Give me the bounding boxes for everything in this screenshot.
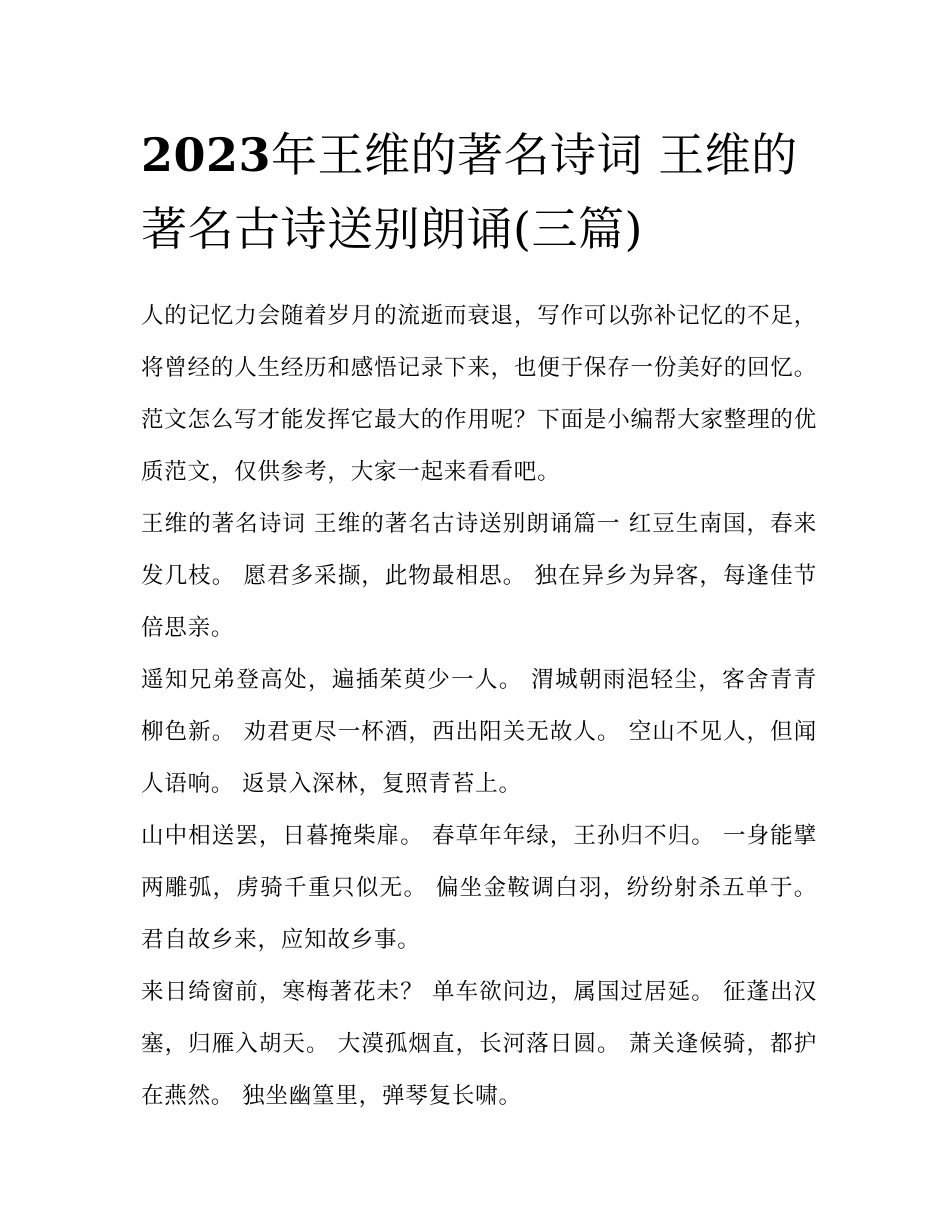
title-year: 2023 [141, 128, 272, 182]
paragraph-poems-1: 王维的著名诗词 王维的著名古诗送别朗诵篇一 红豆生南国，春来发几枝。 愿君多采撷，此物最相思。 独在异乡为异客，每逢佳节倍思亲。 [141, 511, 817, 641]
document-content [141, 118, 817, 1122]
body-text [141, 290, 817, 1122]
title-text: 年王维的著名诗词 王维的著名古诗送别朗诵(三篇) [141, 128, 798, 256]
document-title [141, 118, 817, 266]
paragraph-intro: 人的记忆力会随着岁月的流逝而衰退，写作可以弥补记忆的不足，将曾经的人生经历和感悟记录下来，也便于保存一份美好的回忆。范文怎么写才能发挥它最大的作用呢？下面是小编帮大家整理的优质范文，仅供参考，大家一起来看看吧。 [141, 303, 817, 485]
paragraph-poems-2: 遥知兄弟登高处，遍插茱萸少一人。 渭城朝雨浥轻尘，客舍青青柳色新。 劝君更尽一杯酒，西出阳关无故人。 空山不见人，但闻人语响。 返景入深林，复照青苔上。 [141, 667, 817, 797]
paragraph-poems-3: 山中相送罢，日暮掩柴扉。 春草年年绿，王孙归不归。 一身能擘两雕弧，虏骑千重只似无。 偏坐金鞍调白羽，纷纷射杀五单于。 君自故乡来，应知故乡事。 [141, 823, 817, 953]
paragraph-poems-4: 来日绮窗前，寒梅著花未？ 单车欲问边，属国过居延。 征蓬出汉塞，归雁入胡天。 大漠孤烟直，长河落日圆。 萧关逢候骑，都护在燕然。 独坐幽篁里，弹琴复长啸。 [141, 979, 817, 1109]
